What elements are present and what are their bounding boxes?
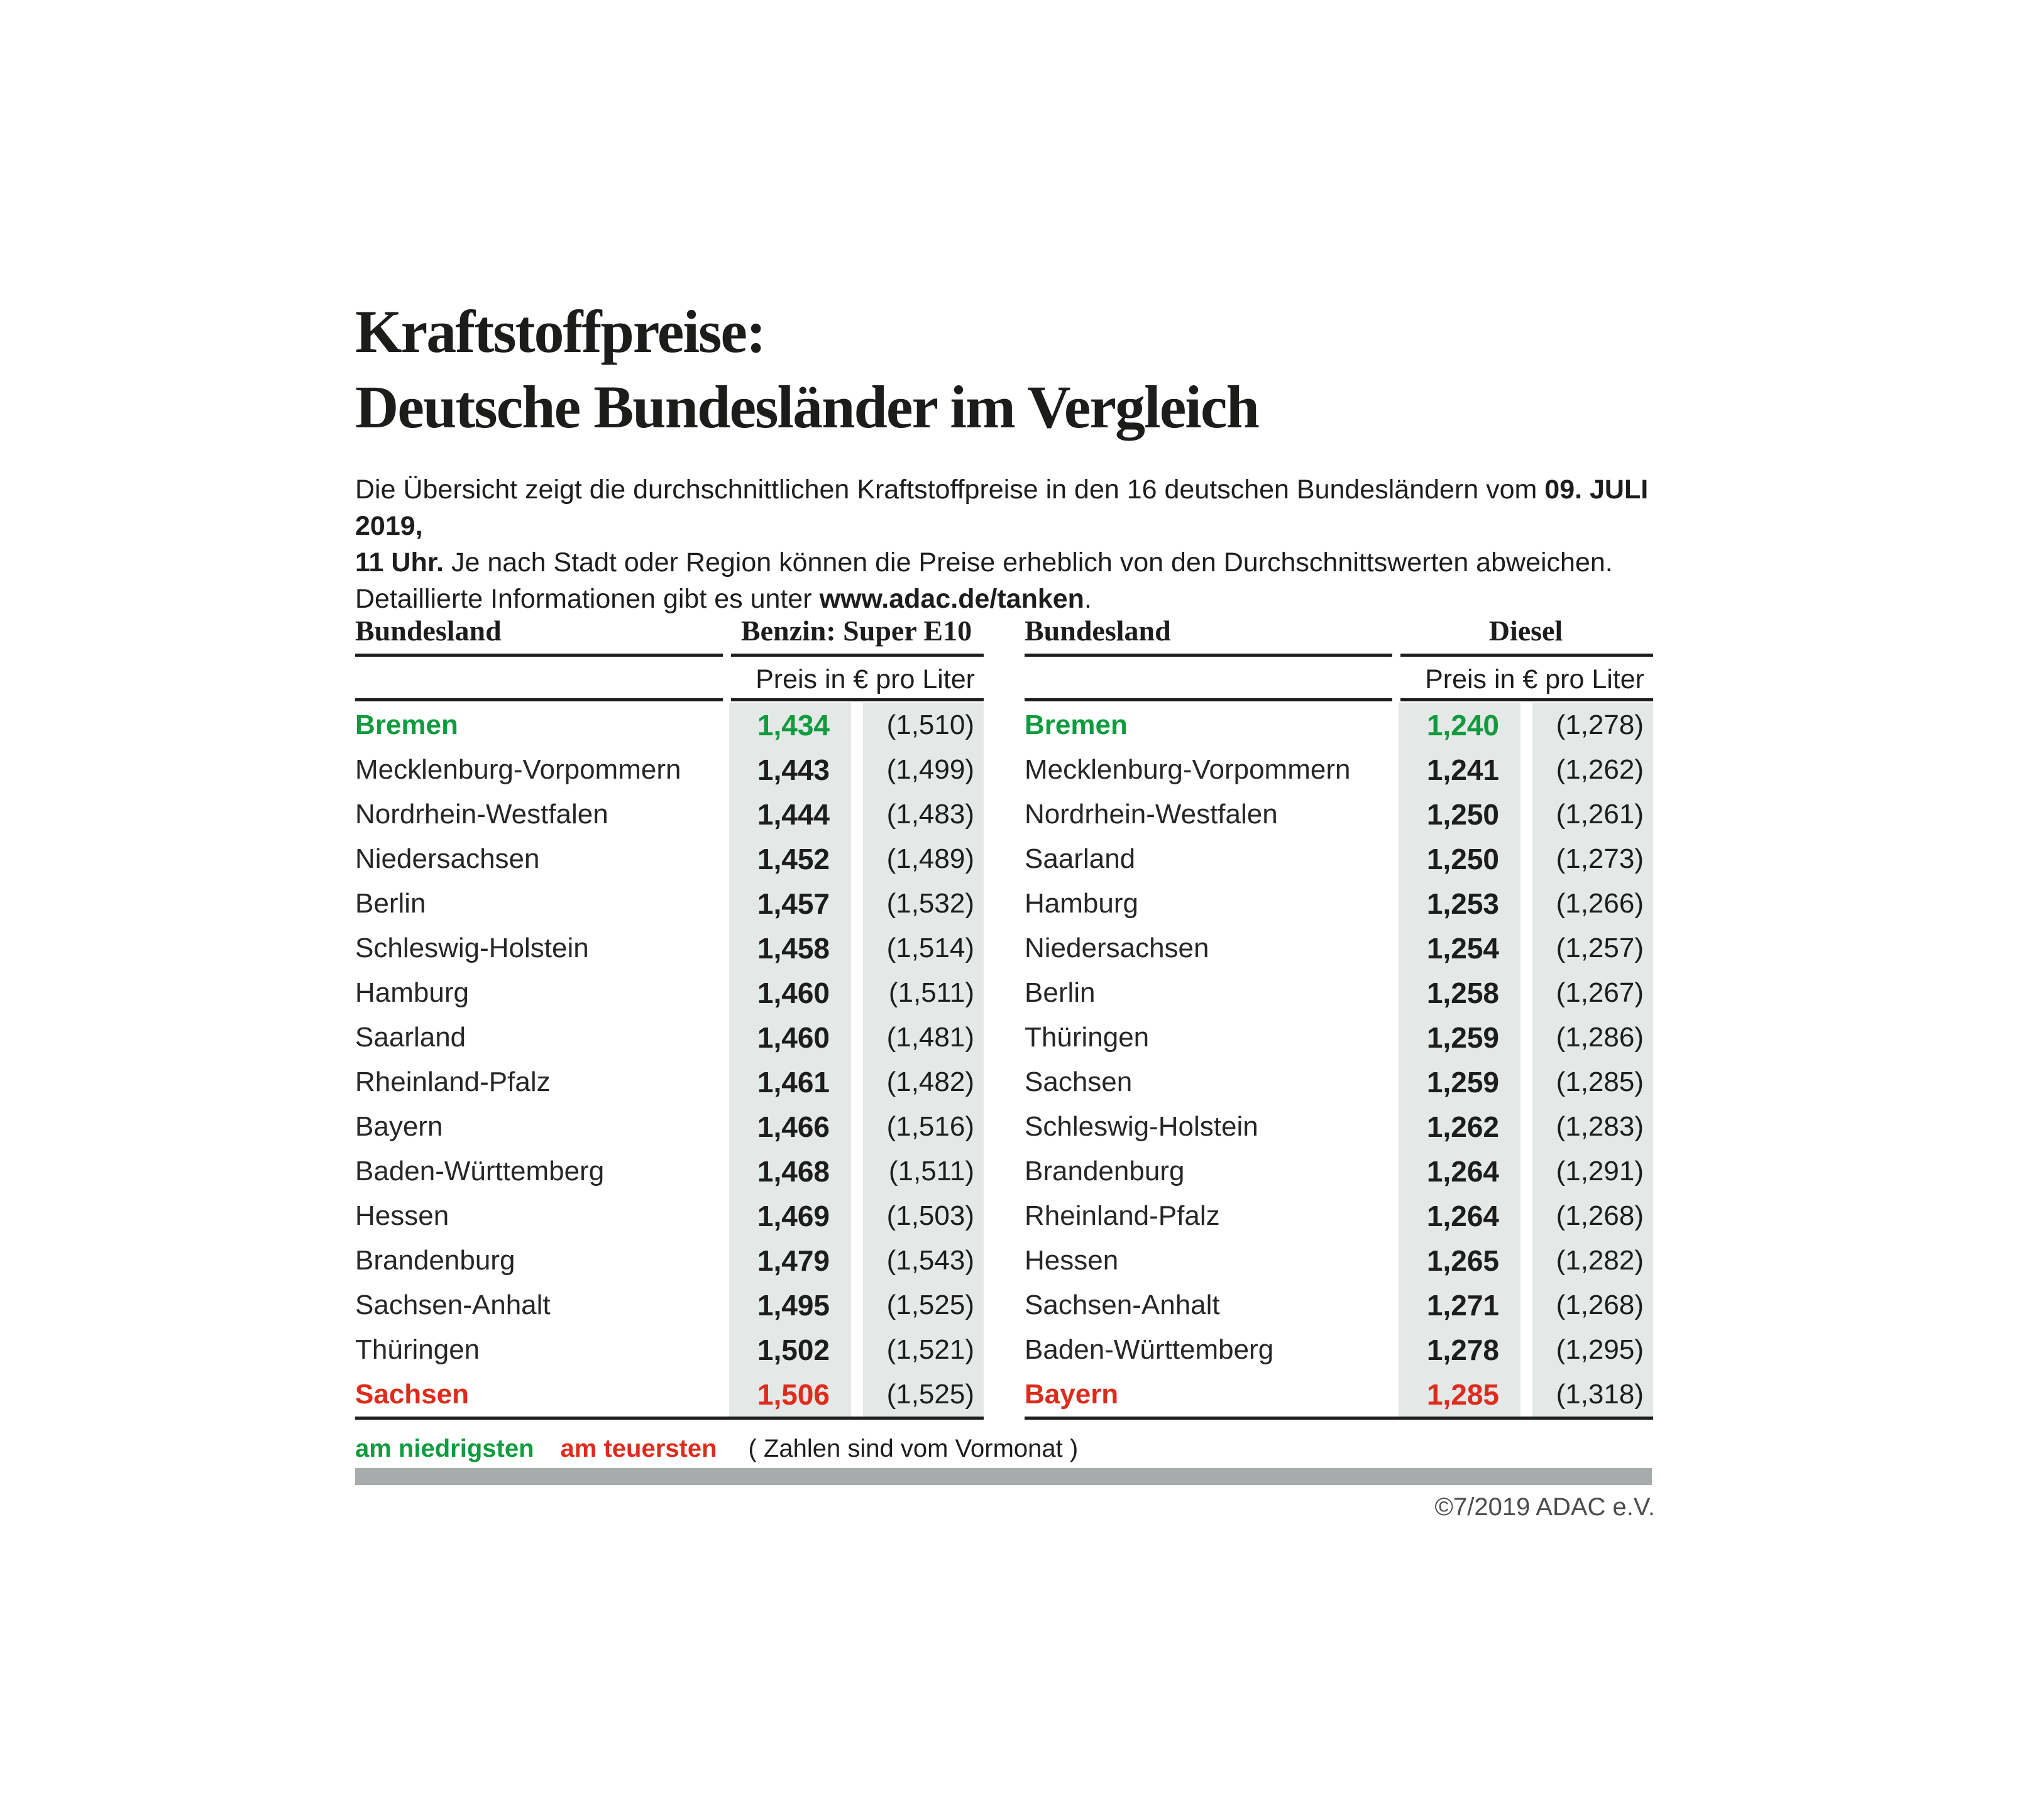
- table-row: [1025, 747, 1653, 792]
- current-price: 1,264: [1426, 1154, 1499, 1188]
- benzin-subheader-rule-name: [355, 698, 723, 701]
- current-price: 1,460: [757, 1021, 830, 1054]
- footer-divider-bar: [355, 1468, 1652, 1485]
- previous-month-price: (1,278): [1556, 709, 1644, 740]
- table-row: [1025, 970, 1653, 1015]
- previous-month-price: (1,267): [1556, 977, 1644, 1008]
- state-name: Sachsen: [1025, 1066, 1133, 1097]
- state-name: Bayern: [355, 1110, 443, 1142]
- state-name: Brandenburg: [1025, 1155, 1185, 1187]
- previous-month-price: (1,261): [1556, 798, 1644, 830]
- state-name: Thüringen: [355, 1334, 480, 1365]
- current-price: 1,250: [1426, 842, 1499, 875]
- benzin-table-bottom-rule: [355, 1417, 984, 1420]
- title-line1: Kraftstoffpreise:: [355, 298, 765, 365]
- diesel-column-header-fuel: Diesel: [1488, 615, 1563, 647]
- diesel-rows: [1025, 703, 1653, 1417]
- current-price: 1,264: [1426, 1199, 1499, 1232]
- previous-month-price: (1,521): [886, 1334, 974, 1365]
- current-price: 1,452: [757, 842, 830, 875]
- current-price: 1,506: [757, 1378, 830, 1411]
- current-price: 1,495: [757, 1288, 830, 1322]
- table-row: [1025, 1060, 1653, 1104]
- intro-line1: [355, 471, 1663, 544]
- state-name: Mecklenburg-Vorpommern: [1025, 754, 1351, 785]
- benzin-rows: [355, 703, 984, 1417]
- table-row: [1025, 1327, 1653, 1372]
- legend-lowest-label: am niedrigsten: [355, 1435, 534, 1462]
- previous-month-price: (1,516): [886, 1110, 974, 1142]
- table-row: [1025, 926, 1653, 970]
- current-price: 1,278: [1426, 1333, 1499, 1366]
- copyright-notice: ©7/2019 ADAC e.V.: [1434, 1493, 1655, 1521]
- diesel-subheader-rule-name: [1025, 698, 1392, 701]
- table-row: [1025, 1372, 1653, 1417]
- benzin-header-rule-name: [355, 654, 723, 657]
- state-name: Schleswig-Holstein: [1025, 1110, 1258, 1142]
- table-row: [355, 881, 984, 926]
- current-price: 1,259: [1426, 1065, 1499, 1099]
- previous-month-price: (1,532): [886, 887, 974, 919]
- current-price: 1,460: [757, 976, 830, 1009]
- table-row: [355, 1238, 984, 1283]
- table-row: [355, 747, 984, 792]
- previous-month-price: (1,257): [1556, 932, 1644, 963]
- table-row: [355, 926, 984, 970]
- previous-month-price: (1,514): [886, 932, 974, 963]
- previous-month-price: (1,283): [1556, 1110, 1644, 1142]
- previous-month-price: (1,525): [886, 1289, 974, 1320]
- intro-line3-suffix: .: [1084, 584, 1092, 614]
- table-row: [1025, 1238, 1653, 1283]
- state-name: Hessen: [355, 1200, 449, 1231]
- current-price: 1,457: [757, 887, 830, 920]
- table-row: [1025, 1283, 1653, 1327]
- current-price: 1,254: [1426, 931, 1499, 965]
- current-price: 1,253: [1426, 887, 1499, 920]
- title-line2: Deutsche Bundesländer im Vergleich: [355, 373, 1258, 441]
- state-name: Nordrhein-Westfalen: [1025, 798, 1278, 830]
- table-row: [355, 1327, 984, 1372]
- table-row: [1025, 1104, 1653, 1149]
- diesel-header-rule-name: [1025, 654, 1392, 657]
- current-price: 1,466: [757, 1110, 830, 1143]
- table-row: [1025, 1149, 1653, 1193]
- diesel-table: [1025, 615, 1653, 1425]
- current-price: 1,240: [1426, 708, 1499, 742]
- state-name: Bremen: [1025, 709, 1128, 740]
- table-row: [1025, 703, 1653, 747]
- state-name: Niedersachsen: [1025, 932, 1209, 963]
- previous-month-price: (1,543): [886, 1244, 974, 1276]
- benzin-header-rule-price: [731, 654, 984, 657]
- intro-url-bold: www.adac.de/tanken: [819, 584, 1084, 614]
- previous-month-price: (1,481): [886, 1021, 974, 1053]
- state-name: Bayern: [1025, 1378, 1119, 1410]
- table-row: [355, 792, 984, 836]
- current-price: 1,258: [1426, 976, 1499, 1009]
- intro-line1-regular: Die Übersicht zeigt die durchschnittlichen Kraftstoffpreise in den 16 deutschen Bundesländern vom: [355, 474, 1545, 505]
- previous-month-price: (1,499): [886, 754, 974, 785]
- diesel-table-bottom-rule: [1025, 1417, 1653, 1420]
- current-price: 1,461: [757, 1065, 830, 1099]
- previous-month-price: (1,482): [886, 1066, 974, 1097]
- previous-month-price: (1,511): [888, 977, 974, 1008]
- state-name: Baden-Württemberg: [1025, 1334, 1274, 1365]
- legend-note: ( Zahlen sind vom Vormonat ): [748, 1435, 1079, 1462]
- state-name: Brandenburg: [355, 1244, 515, 1276]
- state-name: Saarland: [355, 1021, 466, 1053]
- table-row: [1025, 792, 1653, 836]
- table-row: [1025, 836, 1653, 881]
- previous-month-price: (1,295): [1556, 1334, 1644, 1365]
- previous-month-price: (1,273): [1556, 843, 1644, 874]
- table-row: [355, 1149, 984, 1193]
- previous-month-price: (1,483): [886, 798, 974, 830]
- state-name: Saarland: [1025, 843, 1136, 874]
- current-price: 1,271: [1426, 1288, 1499, 1322]
- benzin-subheader-rule-price: [731, 698, 984, 701]
- state-name: Berlin: [355, 887, 426, 919]
- table-row: [1025, 1015, 1653, 1060]
- state-name: Rheinland-Pfalz: [1025, 1200, 1220, 1231]
- previous-month-price: (1,282): [1556, 1244, 1644, 1276]
- state-name: Bremen: [355, 709, 458, 740]
- previous-month-price: (1,266): [1556, 887, 1644, 919]
- state-name: Rheinland-Pfalz: [355, 1066, 551, 1097]
- intro-line3-regular: Detaillierte Informationen gibt es unter: [355, 584, 820, 614]
- table-row: [355, 1283, 984, 1327]
- current-price: 1,259: [1426, 1021, 1499, 1054]
- table-row: [355, 1193, 984, 1238]
- intro-date-bold: 09. JULI 2019,: [355, 474, 1649, 541]
- state-name: Schleswig-Holstein: [355, 932, 589, 963]
- state-name: Nordrhein-Westfalen: [355, 798, 608, 830]
- diesel-unit-header: Preis in € pro Liter: [1425, 664, 1644, 694]
- state-name: Thüringen: [1025, 1021, 1150, 1053]
- current-price: 1,458: [757, 931, 830, 965]
- intro-time-bold: 11 Uhr.: [355, 547, 451, 578]
- diesel-header-rule-price: [1400, 654, 1653, 657]
- legend: [355, 1434, 1078, 1463]
- previous-month-price: (1,525): [886, 1378, 974, 1410]
- previous-month-price: (1,489): [886, 843, 974, 874]
- previous-month-price: (1,510): [886, 709, 974, 740]
- table-row: [1025, 1193, 1653, 1238]
- current-price: 1,443: [757, 753, 830, 786]
- legend-highest-label: am teuersten: [560, 1435, 717, 1462]
- previous-month-price: (1,503): [886, 1200, 974, 1231]
- previous-month-price: (1,268): [1556, 1200, 1644, 1231]
- page-title: [355, 294, 1258, 445]
- diesel-column-header-bundesland: Bundesland: [1025, 615, 1171, 647]
- current-price: 1,434: [757, 708, 830, 742]
- current-price: 1,444: [757, 798, 830, 831]
- current-price: 1,469: [757, 1199, 830, 1232]
- state-name: Sachsen: [355, 1378, 469, 1410]
- intro-text: [355, 471, 1663, 617]
- previous-month-price: (1,262): [1556, 754, 1644, 785]
- diesel-subheader-rule-price: [1400, 698, 1653, 701]
- current-price: 1,502: [757, 1333, 830, 1366]
- state-name: Hamburg: [355, 977, 469, 1008]
- state-name: Hessen: [1025, 1244, 1119, 1276]
- benzin-table: [355, 615, 984, 1425]
- table-row: [355, 836, 984, 881]
- current-price: 1,479: [757, 1244, 830, 1277]
- current-price: 1,468: [757, 1154, 830, 1188]
- table-row: [355, 970, 984, 1015]
- previous-month-price: (1,268): [1556, 1289, 1644, 1320]
- state-name: Niedersachsen: [355, 843, 540, 874]
- current-price: 1,250: [1426, 798, 1499, 831]
- table-row: [355, 703, 984, 747]
- previous-month-price: (1,285): [1556, 1066, 1644, 1097]
- benzin-column-header-fuel: Benzin: Super E10: [740, 615, 972, 647]
- current-price: 1,265: [1426, 1244, 1499, 1277]
- state-name: Hamburg: [1025, 887, 1138, 919]
- table-row: [355, 1372, 984, 1417]
- intro-line2: [355, 544, 1663, 581]
- state-name: Mecklenburg-Vorpommern: [355, 754, 681, 785]
- benzin-unit-header: Preis in € pro Liter: [756, 664, 975, 694]
- previous-month-price: (1,511): [888, 1155, 974, 1187]
- benzin-column-header-bundesland: Bundesland: [355, 615, 502, 647]
- table-row: [355, 1104, 984, 1149]
- current-price: 1,262: [1426, 1110, 1499, 1143]
- state-name: Baden-Württemberg: [355, 1155, 605, 1187]
- state-name: Berlin: [1025, 977, 1096, 1008]
- previous-month-price: (1,318): [1556, 1378, 1644, 1410]
- table-row: [355, 1015, 984, 1060]
- table-row: [355, 1060, 984, 1104]
- intro-line2-regular: Je nach Stadt oder Region können die Preise erheblich von den Durchschnittswerten abweichen.: [451, 547, 1613, 578]
- current-price: 1,285: [1426, 1378, 1499, 1411]
- previous-month-price: (1,286): [1556, 1021, 1644, 1053]
- table-row: [1025, 881, 1653, 926]
- state-name: Sachsen-Anhalt: [1025, 1289, 1220, 1320]
- state-name: Sachsen-Anhalt: [355, 1289, 551, 1320]
- intro-line3: [355, 581, 1663, 617]
- previous-month-price: (1,291): [1556, 1155, 1644, 1187]
- current-price: 1,241: [1426, 753, 1499, 786]
